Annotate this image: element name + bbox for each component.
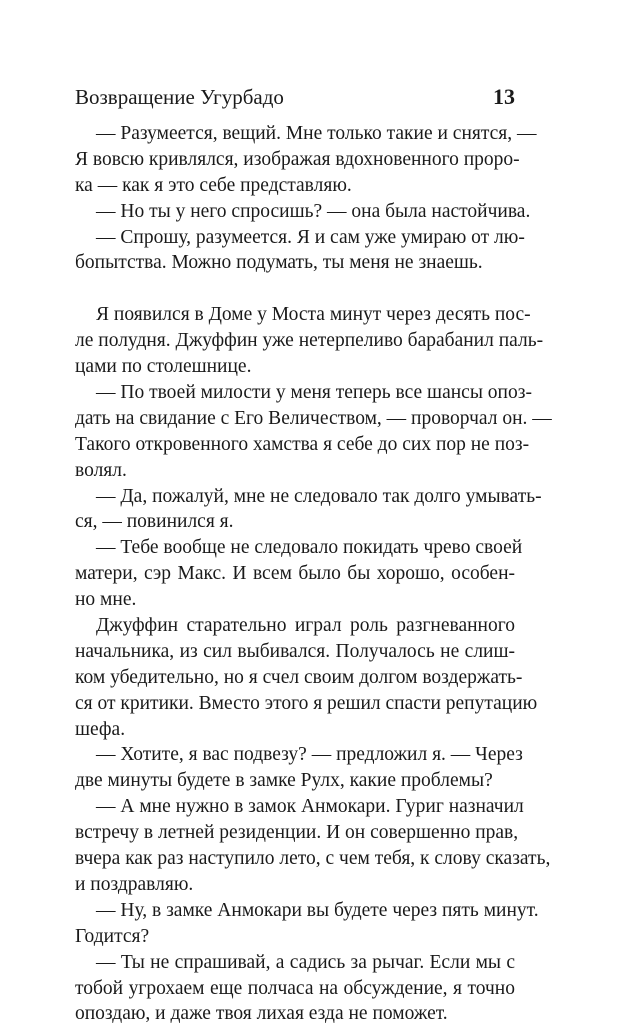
text-line: Я появился в Доме у Моста минут через десять пос-: [96, 304, 531, 326]
paragraph: [75, 794, 551, 898]
text-line: две минуты будете в замке Рулх, какие проблемы?: [75, 770, 493, 792]
text-line: дать на свидание с Его Величеством, — проворчал он. —: [75, 407, 552, 429]
text-line: волял.: [75, 459, 127, 481]
body-text: [75, 121, 552, 1027]
text-line: ка — как я это себе представляю.: [75, 174, 352, 196]
text-line: цами по столешнице.: [75, 356, 252, 378]
text-line: ком убедительно, но я счел своим долгом воздержать-: [75, 666, 523, 688]
text-line: бопытства. Можно подумать, ты меня не знаешь.: [75, 252, 483, 274]
text-line: Я вовсю кривлялся, изображая вдохновенного проро-: [75, 148, 520, 170]
text-line: Годится?: [75, 925, 150, 947]
text-line: — Спрошу, разумеется. Я и сам уже умираю от лю-: [96, 226, 525, 248]
text-line: встречу в летней резиденции. И он совершенно прав,: [75, 822, 519, 844]
running-title: Возвращение Угурбадо: [75, 85, 284, 109]
text-line: — Разумеется, вещий. Мне только такие и снятся, —: [96, 123, 537, 144]
text-line: и поздравляю.: [75, 873, 194, 895]
text-line: Джуффин старательно играл роль разгневанного: [96, 615, 515, 637]
text-line: матери, сэр Макс. И всем было бы хорошо, особен-: [75, 563, 515, 585]
text-line: ся, — повинился я.: [75, 511, 234, 533]
text-line: Такого откровенного хамства я себе до сих пор не поз-: [75, 433, 530, 455]
text-line: шефа.: [75, 718, 126, 740]
paragraph: [75, 535, 523, 613]
page-number: 13: [493, 84, 515, 109]
paragraph: [75, 302, 544, 380]
text-line: вчера как раз наступило лето, с чем тебя, к слову сказать,: [75, 848, 551, 870]
text-line: — Хотите, я вас подвезу? — предложил я. — Через: [96, 744, 523, 766]
paragraph: [75, 380, 552, 484]
text-line: но мне.: [75, 589, 137, 611]
text-line: — А мне нужно в замок Анмокари. Гуриг назначил: [96, 796, 524, 818]
text-line: тобой угрохаем еще полчаса на обсуждение, я точно: [75, 977, 515, 999]
paragraph: [75, 484, 542, 536]
paragraph: [75, 225, 525, 277]
text-line: опоздаю, и даже твоя лихая езда не поможет.: [75, 1003, 448, 1025]
text-line: — Да, пожалуй, мне не следовало так долго умывать-: [96, 485, 542, 507]
paragraph: [75, 613, 538, 742]
paragraph: [75, 742, 523, 794]
text-line: ся от критики. Вместо этого я решил спасти репутацию: [75, 692, 538, 714]
section-break: [75, 276, 515, 302]
paragraph: [75, 121, 537, 199]
paragraph: [75, 898, 539, 950]
text-line: — Ты не спрашивай, а садись за рычаг. Если мы с: [96, 951, 515, 973]
text-line: — Тебе вообще не следовало покидать чрево своей: [96, 537, 523, 559]
text-line: начальника, из сил выбивался. Получалось не слиш-: [75, 640, 515, 662]
text-line: — По твоей милости у меня теперь все шансы опоз-: [96, 382, 532, 404]
paragraph: [75, 199, 531, 225]
text-line: ле полудня. Джуффин уже нетерпеливо барабанил паль-: [75, 330, 544, 352]
text-line: — Но ты у него спросишь? — она была настойчива.: [96, 200, 531, 222]
paragraph: [75, 950, 515, 1027]
text-line: — Ну, в замке Анмокари вы будете через пять минут.: [96, 899, 539, 921]
